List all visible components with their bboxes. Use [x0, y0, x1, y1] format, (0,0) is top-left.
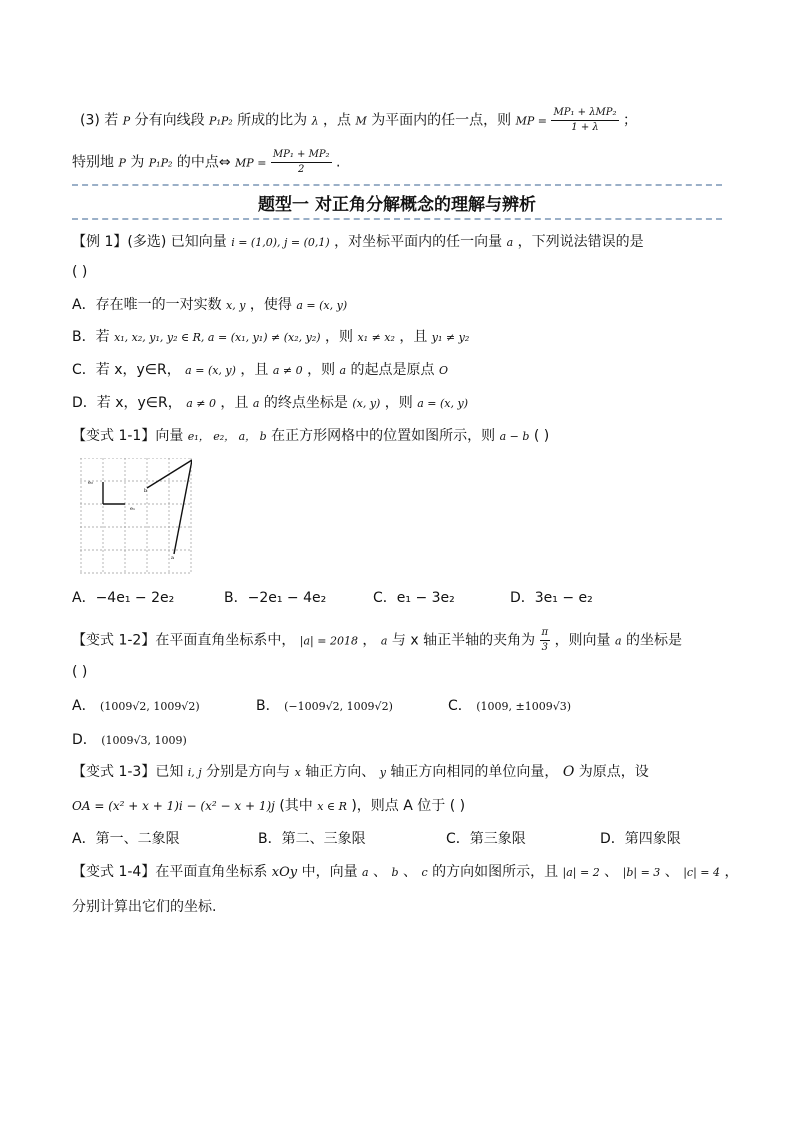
text: ，下列说法错误的是: [517, 234, 644, 250]
text: (其中: [279, 798, 313, 814]
text: 轴正方向相同的单位向量，: [390, 764, 559, 780]
frac-num: MP₁ + MP₂: [271, 148, 332, 163]
math-P: P: [122, 114, 131, 128]
text: 、: [664, 864, 679, 880]
math: x: [294, 766, 301, 779]
text: 的坐标是: [626, 632, 683, 649]
text: ( ): [533, 428, 550, 444]
variant11-option-b: B．−2e₁ − 4e₂: [224, 590, 327, 606]
math: |a| = 2018: [299, 634, 358, 648]
math: y: [379, 766, 386, 779]
text: A．: [72, 698, 96, 714]
math: a = (x, y): [185, 364, 236, 377]
text: 轴正方向、: [305, 764, 376, 780]
vector-b: [147, 460, 192, 488]
text: 的方向如图所示，且: [432, 864, 559, 880]
section3-line2: [72, 148, 340, 177]
text: )，则点 A 位于: [351, 798, 446, 814]
fraction: [271, 148, 332, 177]
math: x, y: [226, 299, 246, 312]
variant13-option-b: B．第二、三象限: [258, 831, 366, 847]
math: e₁， e₂， a， b: [187, 430, 267, 443]
math-MP: MP =: [235, 156, 267, 170]
math: y₁ ≠ y₂: [431, 331, 470, 344]
text: 【变式 1-1】向量: [72, 428, 184, 444]
math: (x, y): [352, 397, 381, 410]
math: OA = (x² + x + 1)i − (x² − x + 1)j: [72, 799, 275, 813]
math: c: [421, 866, 428, 879]
example1-stem: [72, 232, 644, 253]
grid-lines: [80, 458, 192, 574]
fraction: [540, 626, 551, 655]
example1-option-c: [72, 360, 448, 381]
fraction: [551, 106, 618, 135]
text: ，使得: [249, 297, 292, 313]
variant11-stem: [72, 426, 549, 447]
divider-top: [72, 184, 722, 186]
text: ，则向量: [554, 632, 611, 649]
frac-den: 1 + λ: [571, 122, 599, 133]
text: ，对坐标平面内的任一向量: [334, 234, 503, 250]
variant13-option-c: C．第三象限: [446, 831, 526, 847]
text: 与 x 轴正半轴的夹角为: [391, 632, 536, 649]
variant12-option-a: [72, 696, 200, 717]
text: 的中点⇔: [176, 154, 231, 171]
math: |b| = 3: [622, 866, 661, 879]
math: x₁, x₂, y₁, y₂ ∈ R, a = (x₁, y₁) ≠ (x₂, y₂): [114, 331, 321, 344]
frac-den: 2: [298, 164, 305, 175]
math: a: [615, 634, 622, 648]
text: 的起点是原点: [350, 362, 435, 378]
text: 、: [403, 864, 417, 880]
frac-den: 3: [541, 642, 548, 653]
math: a: [252, 397, 260, 410]
vector-a: [174, 460, 192, 554]
text: ，则: [307, 362, 336, 378]
text: ，且: [220, 395, 249, 411]
variant11-option-d: D．3e₁ − e₂: [510, 590, 593, 606]
label-e2: e₂: [88, 480, 93, 486]
math-P1P2: P₁P₂: [148, 156, 173, 170]
text: 中，向量: [301, 864, 358, 880]
variant11-option-c: C．e₁ − 3e₂: [373, 590, 455, 606]
text: ，: [362, 632, 377, 649]
math: O: [562, 764, 575, 780]
math: (1009√2, 1009√2): [100, 700, 200, 713]
variant12-option-b: [256, 696, 393, 717]
variant13-option-a: A．第一、二象限: [72, 831, 180, 847]
text: ，则: [384, 395, 413, 411]
section3-line1: [80, 106, 637, 135]
text: A．存在唯一的一对实数: [72, 297, 222, 313]
variant14-stem: [72, 862, 738, 883]
math: xOy: [271, 865, 298, 880]
label-b: b: [144, 488, 148, 494]
text: 分有向线段: [134, 112, 205, 129]
text: C．若 x，y∈R，: [72, 362, 181, 378]
text: 【变式 1-3】已知: [72, 764, 184, 780]
math: i, j: [187, 766, 202, 779]
label-a: a: [171, 555, 174, 561]
math-MP: MP =: [515, 114, 548, 128]
variant11-option-a: A．−4e₁ − 2e₂: [72, 590, 175, 606]
text: 特别地: [72, 154, 114, 171]
variant12-paren: ( ): [72, 664, 88, 680]
math: a − b: [499, 430, 530, 443]
vector-grid-figure: [80, 458, 192, 574]
text: ，: [724, 864, 739, 880]
text: 【例 1】(多选) 已知向量: [72, 234, 227, 250]
text: D．: [72, 732, 97, 748]
text: ，则: [325, 329, 353, 345]
math-M: M: [355, 114, 367, 128]
math-lambda: λ: [311, 114, 319, 128]
math: b: [391, 866, 399, 879]
math: x ∈ R: [317, 800, 347, 813]
math: (−1009√2, 1009√2): [284, 700, 393, 713]
frac-num: MP₁ + λMP₂: [551, 106, 618, 121]
variant13-line2: [72, 796, 465, 817]
variant12-stem: [72, 626, 682, 655]
math: (1009, ±1009√3): [476, 700, 572, 713]
math: O: [439, 364, 449, 377]
variant13-option-d: D．第四象限: [600, 831, 681, 847]
math: a: [380, 634, 388, 648]
text: (3) 若: [80, 112, 119, 129]
label-e1: e₁: [130, 506, 135, 512]
text: ，且: [240, 362, 269, 378]
text: C．: [448, 698, 472, 714]
math: x₁ ≠ x₂: [357, 331, 395, 344]
example1-option-d: [72, 393, 468, 414]
text: 【变式 1-2】在平面直角坐标系中，: [72, 632, 296, 649]
math: a: [362, 866, 369, 879]
text: ；: [622, 112, 637, 129]
example1-paren: ( ): [72, 264, 88, 280]
variant14-line2: 分别计算出它们的坐标.: [72, 899, 217, 915]
variant12-option-d: [72, 730, 187, 751]
math-P1P2: P₁P₂: [209, 114, 233, 128]
math: |c| = 4: [683, 866, 720, 879]
text: ( ): [449, 798, 466, 814]
math: a: [506, 236, 514, 249]
text: 、: [373, 864, 388, 880]
text: .: [336, 154, 341, 171]
text: ，点: [323, 112, 352, 129]
math: a ≠ 0: [272, 364, 303, 377]
section-heading: 题型一 对正角分解概念的理解与辨析: [258, 195, 536, 215]
example1-option-a: [72, 295, 347, 316]
text: 在正方形网格中的位置如图所示，则: [271, 428, 496, 444]
text: ，且: [399, 329, 428, 345]
math: |a| = 2: [562, 866, 600, 879]
text: 为平面内的任一点，则: [371, 112, 512, 129]
math: a = (x, y): [417, 397, 469, 410]
math-P: P: [118, 156, 126, 170]
frac-num: π: [540, 626, 551, 641]
text: 分别是方向与: [206, 764, 291, 780]
text: B．若: [72, 329, 110, 345]
text: 所成的比为: [237, 112, 308, 129]
example1-option-b: [72, 327, 469, 348]
text: D．若 x，y∈R，: [72, 395, 182, 411]
variant12-option-c: [448, 696, 571, 717]
divider-bottom: [72, 218, 722, 220]
math: (1009√3, 1009): [101, 734, 187, 747]
math: a: [339, 364, 347, 377]
text: 的终点坐标是: [263, 395, 348, 411]
math: i = (1,0), j = (0,1): [231, 236, 330, 249]
text: 【变式 1-4】在平面直角坐标系: [72, 864, 268, 880]
text: 为原点，设: [578, 764, 649, 780]
math: a = (x, y): [296, 299, 348, 312]
text: B．: [256, 698, 280, 714]
math: a ≠ 0: [186, 397, 216, 410]
variant13-stem: [72, 762, 649, 783]
text: 、: [604, 864, 619, 880]
text: 为: [130, 154, 145, 171]
